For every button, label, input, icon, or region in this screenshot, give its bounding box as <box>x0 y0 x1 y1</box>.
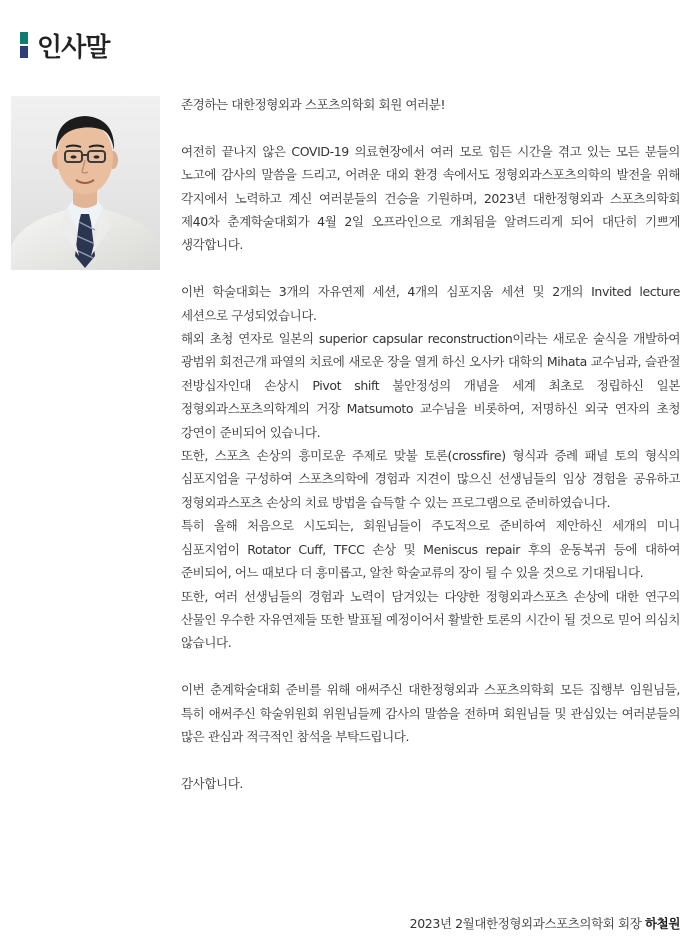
signature-name: 하철원 <box>644 916 680 931</box>
closing-text: 감사합니다. <box>181 775 243 791</box>
paragraph-sessions: 이번 학술대회는 3개의 자유연제 세션, 4개의 심포지움 세션 및 2개의 Invited lecture 세션으로 구성되었습니다. <box>181 284 680 323</box>
paragraph-thanks: 이번 춘계학술대회 준비를 위해 애써주신 대한정형외과 스포츠의학회 모든 집행부 임원님들, 특히 애써주신 학술위원회 위원님들께 감사의 말씀을 전하며 회원님들 및 관심있는 여러분들의 많은 관심과 적극적인 참석을 부탁드립니다. <box>181 682 680 744</box>
signature <box>410 912 680 935</box>
paragraph-intro: 여전히 끝나지 않은 COVID-19 의료현장에서 여러 모로 힘든 시간을 겪고 있는 모든 분들의 노고에 감사의 말씀을 드리고, 어려운 대외 환경 속에서도 정형외과스포츠의학의 발전을 위해 각지에서 노력하고 계신 여러분들의 건승을 기원하며, 2023년 대한정형외과 스포츠의학회 제40차 춘계학술대회가 4월 2일 오프라인으로 개최됨을 알려드리게 되어 대단히 기쁘게 생각합니다. <box>181 143 680 253</box>
greeting-body <box>181 93 680 795</box>
page-header <box>20 28 109 62</box>
greeting-salutation: 존경하는 대한정형외과 스포츠의학회 회원 여러분! <box>181 97 446 112</box>
signature-date-title: 2023년 2월대한정형외과스포츠의학회 회장 <box>409 916 645 931</box>
paragraph-free-papers: 또한, 여러 선생님들의 경험과 노력이 담겨있는 다양한 정형외과스포츠 손상에 대한 연구의 산물인 우수한 자유연제들 또한 발표될 예정이어서 활발한 토론의 시간이 될 것으로 믿어 의심치 않습니다. <box>181 588 680 651</box>
paragraph-mini-symposium: 특히 올해 처음으로 시도되는, 회원님들이 주도적으로 준비하여 제안하신 세개의 미니 심포지엄이 Rotator Cuff, TFCC 손상 및 Meniscus repair 후의 운동복귀 등에 대하여 준비되어, 어느 때보다 더 흥미롭고, 알찬 학술교류의 장이 될 수 있을 것으로 기대됩니다. <box>181 518 680 581</box>
paragraph-symposium: 또한, 스포츠 손상의 흥미로운 주제로 맞불 토론(crossfire) 형식과 증례 패널 토의 형식의 심포지엄을 구성하여 스포츠의학에 경험과 지견이 많으신 선생님들의 임상 경험을 공유하고 정형외과스포츠 손상의 치료 방법을 습득할 수 있는 프로그램으로 준비하였습니다. <box>181 448 680 510</box>
page-title: 인사말 <box>37 32 110 63</box>
paragraph-invited-speakers: 해외 초청 연자로 일본의 superior capsular reconstruction이라는 새로운 술식을 개발하여 광범위 회전근개 파열의 치료에 새로운 장을 열게 하신 오사카 대학의 Mihata 교수님과, 슬관절 전방십자인대 손상시 Pivot shift 불안정성의 개념을 세계 최초로 정립하신 일본 정형외과스포츠의학계의 거장 Matsumoto 교수님을 비롯하여, 저명하신 외국 연자의 초청 강연이 준비되어 있습니다. <box>181 331 680 440</box>
title-bar-icon <box>20 32 28 58</box>
portrait-icon <box>11 96 160 270</box>
president-portrait-photo <box>11 96 160 270</box>
